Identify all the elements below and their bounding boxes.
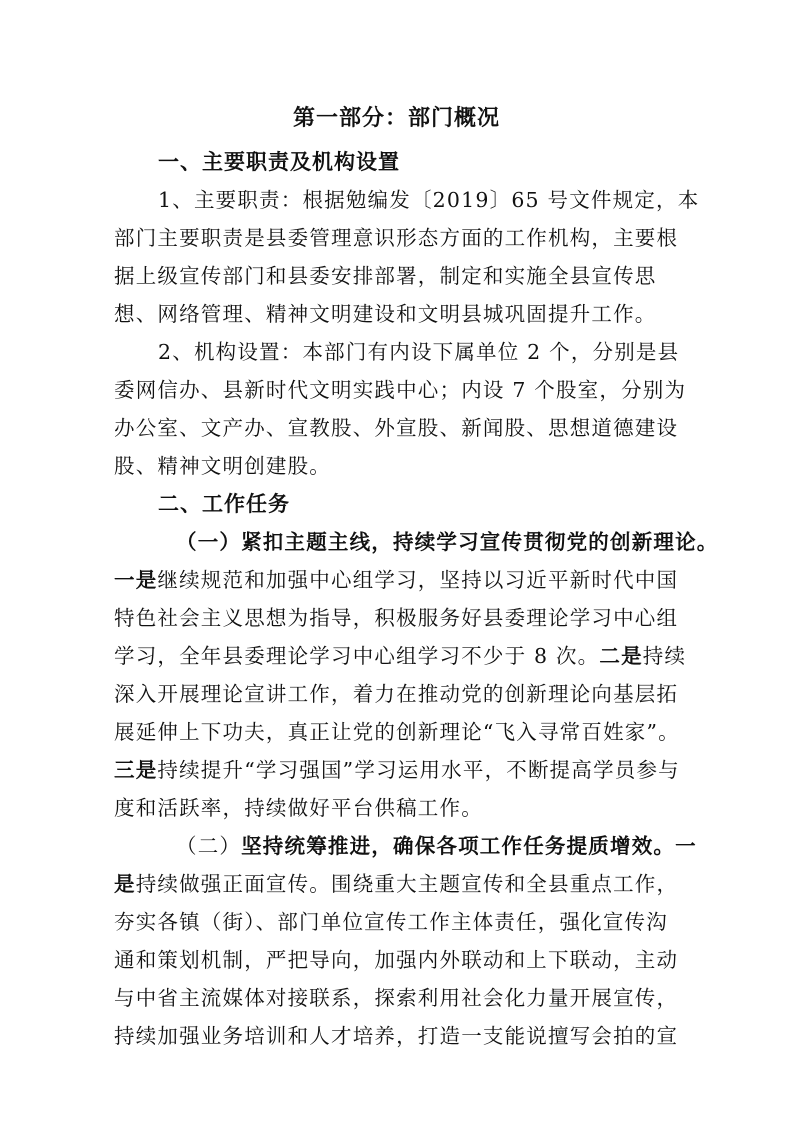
paragraph-line: 深入开展理论宣讲工作，着力在推动党的创新理论向基层拓 [114, 682, 679, 706]
emphasis: 是 [114, 872, 136, 896]
text: 继续规范和加强中心组学习，坚持以习近平新时代中国 [157, 568, 679, 592]
emphasis: 一是 [114, 568, 158, 592]
emphasis: 二是 [599, 644, 643, 668]
section-heading-2: 二、工作任务 [158, 491, 290, 516]
subsection-heading-1: （一）紧扣主题主线，持续学习宣传贯彻党的创新理论。 [176, 530, 719, 554]
emphasis: 三是 [114, 758, 158, 782]
paragraph-line: 委网信办、县新时代文明实践中心；内设 7 个股室，分别为 [114, 378, 687, 402]
paragraph-line: 1、主要职责：根据勉编发〔2019〕65 号文件规定，本 [158, 188, 700, 212]
text: 持续做强正面宣传。围绕重大主题宣传和全县重点工作， [135, 872, 679, 896]
paragraph-line: 办公室、文产办、宣教股、外宣股、新闻股、思想道德建设 [114, 416, 679, 440]
paragraph-line: 想、网络管理、精神文明建设和文明县城巩固提升工作。 [114, 302, 657, 326]
emphasis: 坚持统筹推进，确保各项工作任务提质增效。一 [241, 834, 697, 858]
paragraph-line: 部门主要职责是县委管理意识形态方面的工作机构，主要根 [114, 226, 679, 250]
paragraph-line: 与中省主流媒体对接联系，探索利用社会化力量开展宣传， [114, 986, 679, 1010]
paragraph-line: 夯实各镇（街）、部门单位宣传工作主体责任，强化宣传沟 [114, 910, 668, 934]
subsection-number: （二） [176, 834, 242, 858]
paragraph-line: 股、精神文明创建股。 [114, 454, 331, 478]
text: 学习，全年县委理论学习中心组学习不少于 8 次。 [114, 644, 600, 668]
paragraph-line [114, 637, 694, 675]
page-title: 第一部分：部门概况 [292, 105, 500, 131]
paragraph-line: 特色社会主义思想为指导，积极服务好县委理论学习中心组 [114, 606, 679, 630]
paragraph-line: 通和策划机制，严把导向，加强内外联动和上下联动，主动 [114, 948, 679, 972]
paragraph-line [114, 751, 694, 789]
paragraph-line: 2、机构设置：本部门有内设下属单位 2 个，分别是县 [158, 340, 680, 364]
paragraph-line [114, 865, 694, 903]
text: 持续 [642, 644, 687, 668]
paragraph-line: 持续加强业务培训和人才培养，打造一支能说擅写会拍的宣 [114, 1024, 679, 1048]
paragraph-line [114, 561, 694, 599]
text: 持续提升“学习强国”学习运用水平，不断提高学员参与 [157, 758, 680, 782]
subsection-heading-2 [176, 827, 697, 865]
paragraph-line: 度和活跃率，持续做好平台供稿工作。 [114, 796, 483, 820]
paragraph-line: 展延伸上下功夫，真正让党的创新理论“飞入寻常百姓家”。 [114, 720, 680, 744]
section-heading-1: 一、主要职责及机构设置 [158, 149, 400, 174]
paragraph-line: 据上级宣传部门和县委安排部署，制定和实施全县宣传思 [114, 264, 657, 288]
